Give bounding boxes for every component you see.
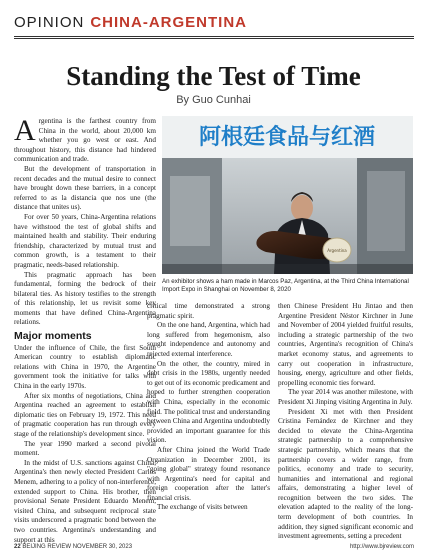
header-rule: [14, 36, 414, 37]
booth-sign-text: 阿根廷食品与红酒: [198, 125, 376, 150]
publication-info: BEIJING REVIEW NOVEMBER 30, 2023: [22, 544, 133, 550]
photo-illustration: [162, 116, 413, 274]
paragraph: Argentina is the farthest country from China in the world, about 20,000 km whether you go west or east. And throughout history, this distance had hindered communication and trade.: [14, 114, 156, 164]
byline: By Guo Cunhai: [176, 94, 251, 106]
column-2: [147, 302, 270, 513]
article-title: Standing the Test of Time: [66, 61, 361, 91]
paragraph: After China joined the World Trade Organization in December 2001, its "going global" strategy found resonance with Argentina's need for capital and foreign cooperation after the latter's financial crisis.: [147, 445, 270, 502]
column-1: [14, 114, 156, 545]
paragraph: then Chinese President Hu Jintao and then Argentine President Néstor Kirchner in June and November of 2004 yielded fruitful results, including a strategic partnership of the two countries, Argentina's recognition of China's market economy status, and agreements to carry out cooperation in infrastructure, housing, energy, agriculture and other fields, propelling economic ties forward.: [278, 302, 413, 387]
paragraph: But the development of transportation in recent decades and the mutual desire to connect have brought down these barriers, in a concept referred to as la distancia que nos une (the distance that unites us).: [14, 164, 156, 212]
dropcap: A: [14, 114, 36, 147]
article-photo: [162, 116, 413, 274]
website-link[interactable]: http://www.bjreview.com: [349, 544, 414, 550]
paragraph: President Xi met with then President Cristina Fernández de Kirchner and they decided to elevate the China-Argentina strategic partnership to a comprehensive strategic partnership, which means that the partnership covers a wider range, from politics, economy and trade to security, humanities and international and regional affairs, demonstrating a higher level of recognition between the two sides. The elevation adapted to the reality of the long-term development of both countries. In addition, they signed significant economic and investment agreements, setting a precedent: [278, 407, 413, 541]
svg-text:Argentina: Argentina: [327, 248, 347, 253]
paragraph: critical time demonstrated a strong pragmatic spirit.: [147, 302, 270, 320]
paragraph: On the one hand, Argentina, which had long suffered from hegemonism, also sought independence and autonomy and rejected external interference.: [147, 321, 270, 358]
section-heading: Major moments: [14, 330, 92, 343]
section-label: OPINION: [14, 14, 85, 31]
paragraph: The year 2014 was another milestone, with President Xi Jinping visiting Argentina in July.: [278, 388, 413, 406]
paragraph: This pragmatic approach has been fundamental, forming the bedrock of their bilateral ties. As history testifies to the strength of this relationship, let us revisit some key moments that have defined China-Argentina relations.: [14, 270, 156, 327]
page-number: 22: [14, 544, 21, 550]
paragraph: The year 1990 marked a second pivotal moment.: [14, 439, 156, 458]
paragraph: After six months of negotiations, China and Argentina reached an agreement to establish diplomatic ties on February 19, 1972. This need of pragmatic cooperation has run through every stage of the relationship's development since.: [14, 391, 156, 438]
paragraph: In the midst of U.S. sanctions against China, Argentina's then newly elected President Carlos Menem, adhering to a policy of non-interference, extended support to China. His brother, then provisional Senate President Eduardo Menem, visited China, and subsequent reciprocal state visits underscored a pragmatic bond between the two countries. Argentina's understanding and support at this: [14, 458, 156, 544]
paragraph: The exchange of visits between: [157, 503, 248, 512]
page-footer: [14, 544, 414, 550]
paragraph: Under the influence of Chile, the first South American country to establish diplomatic relations with China in 1970, the Argentine government took the initiative for talks with China in the early 1970s.: [14, 343, 156, 391]
header-rule-2: [14, 38, 414, 39]
column-3: [278, 302, 413, 542]
subsection-label: CHINA-ARGENTINA: [90, 14, 248, 31]
section-header: [14, 14, 414, 36]
photo-caption: An exhibitor shows a ham made in Marcos Paz, Argentina, at the Third China International Import Expo in Shanghai on November 8, 2020: [162, 278, 409, 293]
paragraph: On the other, the country, mired in debt crisis in the 1980s, urgently needed to get out of its economic predicament and hoped to further strengthen cooperation with China, especially in the economic field. The political trust and understanding between China and Argentina undoubtedly provided an important guarantee for this vision.: [147, 359, 270, 445]
paragraph: For over 50 years, China-Argentina relations have withstood the test of global shifts and maintained health and stability. Their enduring friendship, characterized by mutual trust and common growth, is a testament to their pragmatic, needs-based relationship.: [14, 212, 156, 269]
